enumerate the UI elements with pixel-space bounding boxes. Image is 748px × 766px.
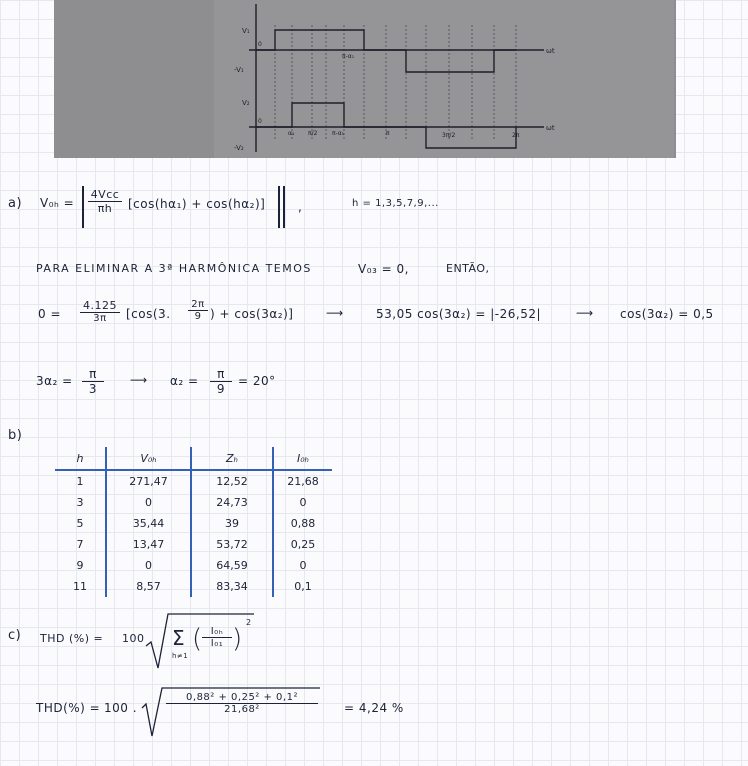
abs-bar-right: [278, 186, 280, 228]
table-row: [55, 470, 332, 492]
cell: 0: [273, 492, 332, 513]
cell: 1: [76, 475, 84, 488]
thd-den: I₀₁: [210, 638, 224, 649]
table-row: [55, 555, 332, 576]
table-row: [55, 492, 332, 513]
cell: 39: [191, 513, 273, 534]
waveform-photo: [54, 0, 676, 158]
sentence-then: ENTÃO,: [446, 262, 490, 275]
eq3-arrow: ⟶: [130, 373, 148, 387]
label-vn-top: -V₁: [234, 66, 244, 74]
label-pi-minus-a: π-α₁: [332, 130, 345, 137]
thd-sum-sub: h≠1: [172, 652, 189, 660]
cell: 9: [76, 559, 84, 572]
label-two-pi: 2π: [512, 132, 520, 139]
cell: 13,47: [106, 534, 191, 555]
formula-cond: h = 1,3,5,7,9,...: [352, 198, 439, 209]
table-row: [55, 534, 332, 555]
abs-bar-right2: [283, 186, 285, 228]
sentence: PARA ELIMINAR A 3ª HARMÔNICA TEMOS: [36, 262, 312, 275]
eq2-result2: cos(3α₂) = 0,5: [620, 307, 714, 321]
col-voh: V₀ₕ: [106, 447, 191, 470]
eq3-den: 3: [88, 382, 98, 396]
part-b-label: b): [8, 428, 23, 443]
harmonics-table: [55, 447, 332, 597]
cell: 0,1: [273, 576, 332, 597]
eq2-frac-num: 2π: [191, 299, 205, 310]
thd-fraction: [202, 626, 232, 649]
eq3-num2: π: [217, 367, 225, 381]
thd-pow: 2: [246, 618, 252, 627]
formula-den: πh: [97, 202, 113, 215]
eq3-den2: 9: [216, 382, 226, 396]
cell: 21,68: [273, 470, 332, 492]
eq3-num: π: [89, 367, 97, 381]
part-c-label: c): [8, 628, 22, 643]
eq2-inner-fraction: [188, 299, 208, 322]
label-v-bot: V₂: [242, 99, 250, 107]
thd2-result: = 4,24 %: [344, 701, 404, 715]
formula-rest: [cos(hα₁) + cos(hα₂)]: [128, 197, 266, 211]
label-pi-minus-a-top: π-α₁: [342, 53, 355, 60]
cell: 0: [106, 492, 191, 513]
label-vn-bot: -V₂: [234, 144, 244, 152]
eq2-num: 4.125: [83, 299, 117, 312]
cell: 0,25: [273, 534, 332, 555]
eq2-arrow-2: ⟶: [576, 306, 594, 320]
thd2-num: 0,88² + 0,25² + 0,1²: [186, 692, 298, 703]
formula-num: 4Vcc: [90, 188, 120, 201]
cell: 12,52: [191, 470, 273, 492]
cell: 35,44: [106, 513, 191, 534]
cell: 0: [273, 555, 332, 576]
label-v-top: V₁: [242, 27, 250, 35]
label-pi: π: [386, 130, 390, 137]
formula-fraction: [88, 188, 122, 215]
table-row: [55, 513, 332, 534]
cell: 53,72: [191, 534, 273, 555]
eq3-lhs: 3α₂ =: [36, 374, 73, 388]
cell: 5: [76, 517, 84, 530]
sentence-cond: V₀₃ = 0,: [358, 262, 409, 276]
eq2-fraction: [80, 299, 120, 324]
col-ioh: I₀ₕ: [273, 447, 332, 470]
cell: 0,88: [273, 513, 332, 534]
table-header-row: [55, 447, 332, 470]
cell: 64,59: [191, 555, 273, 576]
thd-lhs: THD (%) =: [40, 632, 104, 645]
part-a-label: a): [8, 196, 23, 211]
label-zero-top: 0: [258, 41, 262, 48]
eq3-fraction: [82, 367, 104, 396]
eq2-result1: 53,05 cos(3α₂) = |-26,52|: [376, 307, 542, 321]
waveform-diagram: [54, 0, 676, 158]
abs-bar-left: [82, 186, 84, 228]
cell: 271,47: [106, 470, 191, 492]
thd-num: I₀ₕ: [210, 626, 224, 637]
table-row: [55, 576, 332, 597]
label-pi2: π/2: [308, 130, 318, 137]
eq2-mid: [cos(3.: [126, 307, 171, 321]
eq2-frac-den: 9: [194, 311, 202, 322]
label-wt-bot: ωt: [546, 124, 555, 132]
thd-sum: Σ: [172, 626, 186, 650]
cell: 8,57: [106, 576, 191, 597]
cell: 3: [76, 496, 84, 509]
thd2-lhs: THD(%) =: [36, 701, 101, 715]
thd2-den: 21,68²: [224, 704, 260, 715]
label-zero-bot: 0: [258, 118, 262, 125]
eq3-mid: α₂ =: [170, 374, 199, 388]
eq2-den: 3π: [93, 313, 107, 324]
eq3-tail: = 20°: [238, 374, 276, 388]
thd2-coef: 100 .: [104, 701, 138, 715]
thd-coef: 100: [122, 632, 145, 645]
col-zh: Zₕ: [191, 447, 273, 470]
col-h: h: [55, 447, 106, 470]
cell: 7: [76, 538, 84, 551]
thd2-fraction: [166, 692, 318, 715]
cell: 24,73: [191, 492, 273, 513]
eq3-fraction-2: [210, 367, 232, 396]
label-wt-top: ωt: [546, 47, 555, 55]
cell: 11: [73, 580, 87, 593]
cell: 83,34: [191, 576, 273, 597]
eq2-tail: ) + cos(3α₂)]: [210, 307, 294, 321]
eq2-arrow-1: ⟶: [326, 306, 344, 320]
formula-lhs: V₀ₕ =: [40, 196, 75, 210]
eq2-lhs: 0 =: [38, 307, 62, 321]
label-three-pi2: 3π/2: [442, 132, 456, 139]
cell: 0: [106, 555, 191, 576]
label-a1: α₁: [288, 130, 295, 137]
